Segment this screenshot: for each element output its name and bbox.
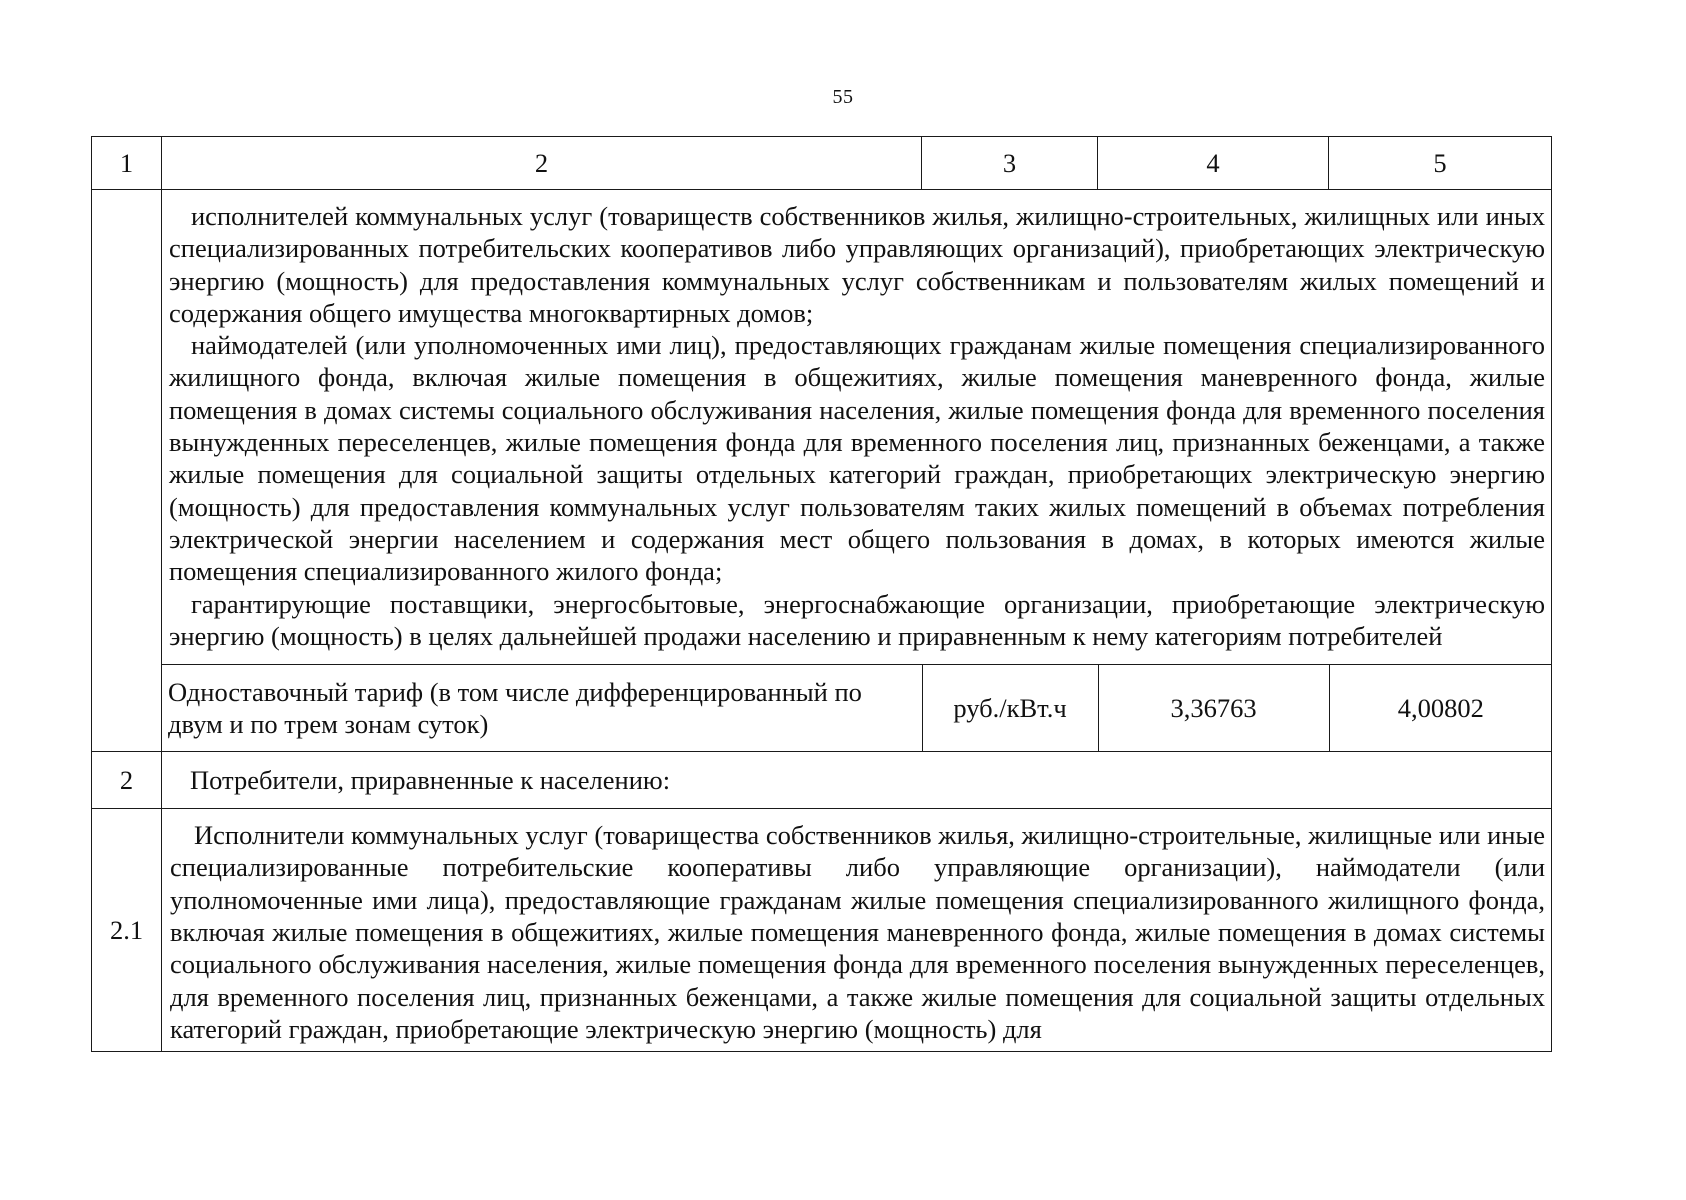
table-row-2 bbox=[92, 752, 1552, 809]
description-paragraph-suppliers: гарантирующие поставщики, энергосбытовые, энергоснабжающие организации, приобретающие электрическую энергию (мощность) в целях дальнейшей продажи населению и приравненным к нему категориям потребителей bbox=[169, 588, 1545, 651]
description-paragraph-executors: исполнителей коммунальных услуг (товариществ собственников жилья, жилищно-строительных, жилищных или иных специализированных потребительских кооперативов либо управляющих организаций), приобретающих электрическую энергию (мощность) для предоставления коммунальных услуг собственникам и пользователям жилых помещений и содержания общего имущества многоквартирных домов; bbox=[169, 201, 1545, 328]
description-paragraph-landlords: наймодателей (или уполномоченных ими лиц), предоставляющих гражданам жилые помещения специализированного жилищного фонда, включая жилые помещения в общежитиях, жилые помещения маневренного фонда, жилые помещения в домах системы социального обслуживания населения, жилые помещения фонда для временного поселения вынужденных переселенцев, жилые помещения фонда для временного поселения лиц, признанных беженцами, а также жилые помещения для социальной защиты отдельных категорий граждан, приобретающих электрическую энергию (мощность) для предоставления коммунальных услуг пользователям таких жилых помещений в объемах потребления электрической энергии населением и содержания мест общего пользования в домах, в которых имеются жилые помещения специализированного жилого фонда; bbox=[169, 330, 1545, 587]
row-2-1-text: Исполнители коммунальных услуг (товарищества собственников жилья, жилищно-строительные, жилищные или иные специализированные потребительские кооперативы либо управляющие организации), наймодатели (или уполномоченные ими лица), предоставляющие гражданам жилые помещения специализированного жилищного фонда, включая жилые помещения в общежитиях, жилые помещения маневренного фонда, жилые помещения в домах системы социального обслуживания населения, жилые помещения фонда для временного поселения вынужденных переселенцев, для временного поселения лиц, признанных беженцами, а также жилые помещения для социальной защиты отдельных категорий граждан, приобретающие электрическую энергию (мощность) для bbox=[170, 820, 1545, 1044]
table-row-2-1 bbox=[92, 809, 1552, 1052]
column-number-2: 2 bbox=[162, 137, 922, 190]
column-number-row bbox=[92, 137, 1552, 190]
tariff-unit: руб./кВт.ч bbox=[922, 665, 1098, 751]
tariff-value-col4: 3,36763 bbox=[1098, 665, 1329, 751]
row-2-label: Потребители, приравненные к населению: bbox=[162, 752, 1552, 809]
column-number-1: 1 bbox=[92, 137, 162, 190]
column-number-4: 4 bbox=[1098, 137, 1329, 190]
row-number-cell-empty bbox=[92, 190, 162, 752]
page-number: 55 bbox=[832, 86, 854, 108]
tariff-values-row bbox=[162, 665, 1552, 751]
continuation-content-cell bbox=[162, 190, 1552, 752]
column-number-5: 5 bbox=[1329, 137, 1552, 190]
consumer-description bbox=[162, 190, 1551, 665]
row-number-2: 2 bbox=[92, 752, 162, 809]
tariff-table bbox=[91, 136, 1552, 1052]
tariff-value-col5: 4,00802 bbox=[1329, 665, 1552, 751]
table-row-continuation bbox=[92, 190, 1552, 752]
row-number-2-1: 2.1 bbox=[92, 809, 162, 1052]
row-2-1-description bbox=[162, 809, 1552, 1052]
tariff-label: Одноставочный тариф (в том числе дифференцированный по двум и по трем зонам суток) bbox=[168, 676, 862, 740]
column-number-3: 3 bbox=[922, 137, 1098, 190]
